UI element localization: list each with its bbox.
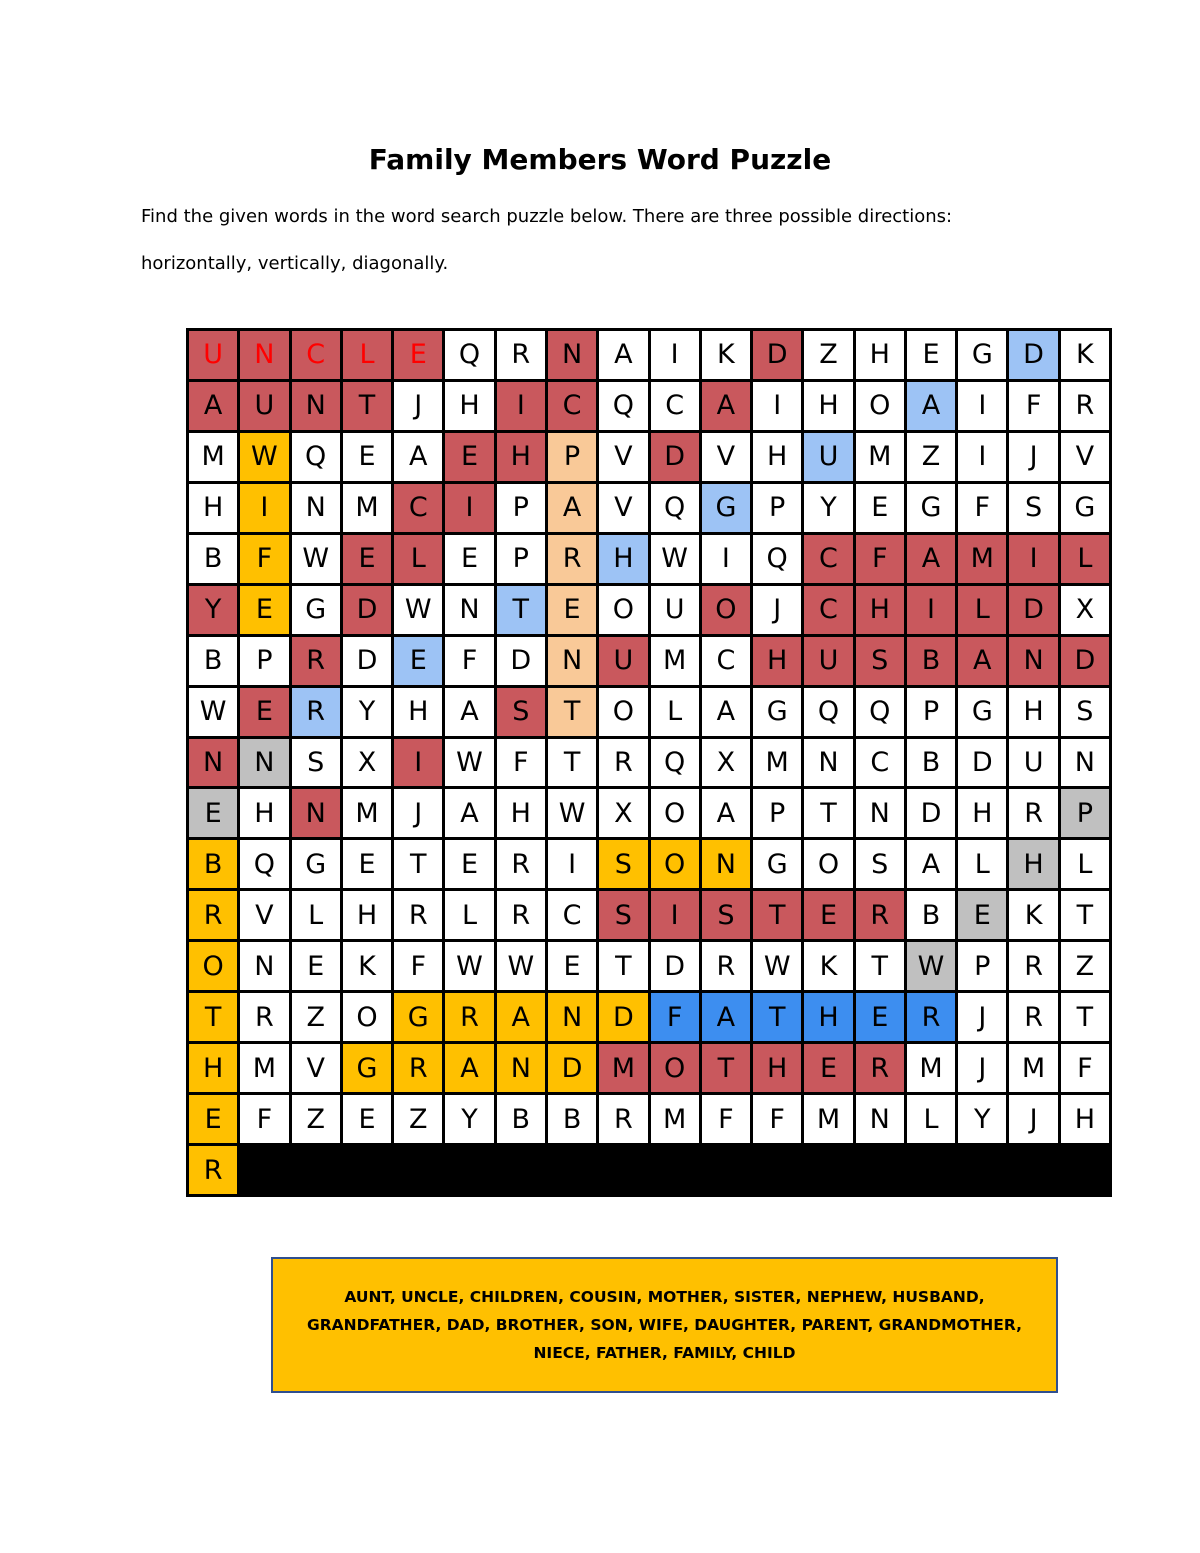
word-search-grid — [186, 328, 1112, 1197]
grid-cell: S — [599, 891, 647, 939]
grid-cell: R — [856, 1044, 904, 1092]
grid-cell: Y — [189, 586, 237, 634]
grid-cell: Q — [292, 433, 340, 481]
grid-cell: E — [343, 535, 391, 583]
grid-cell: V — [1061, 433, 1109, 481]
grid-cell: E — [804, 1044, 852, 1092]
grid-cell: C — [702, 637, 750, 685]
grid-cell: H — [804, 382, 852, 430]
grid-cell: L — [394, 535, 442, 583]
grid-cell: R — [599, 1095, 647, 1143]
grid-cell: S — [702, 891, 750, 939]
word-bank — [271, 1257, 1058, 1393]
grid-cell: H — [1009, 688, 1057, 736]
grid-cell: O — [651, 840, 699, 888]
page-title: Family Members Word Puzzle — [368, 143, 832, 176]
grid-cell: B — [907, 739, 955, 787]
grid-cell: N — [189, 739, 237, 787]
grid-cell: S — [497, 688, 545, 736]
grid-cell: W — [651, 535, 699, 583]
grid-cell: U — [189, 331, 237, 379]
grid-cell: C — [548, 891, 596, 939]
grid-cell: F — [445, 637, 493, 685]
grid-cell: D — [599, 993, 647, 1041]
grid-cell: G — [394, 993, 442, 1041]
grid-cell: Z — [1061, 942, 1109, 990]
grid-cell: T — [599, 942, 647, 990]
grid-cell: N — [856, 789, 904, 837]
grid-cell: H — [856, 331, 904, 379]
grid-cell: D — [958, 739, 1006, 787]
grid-cell: X — [343, 739, 391, 787]
grid-cell: N — [292, 789, 340, 837]
grid-cell: J — [1009, 433, 1057, 481]
grid-cell: L — [343, 331, 391, 379]
grid-cell: K — [1061, 331, 1109, 379]
grid-cell: I — [958, 433, 1006, 481]
grid-cell: W — [753, 942, 801, 990]
grid-cell: E — [445, 535, 493, 583]
grid-cell: J — [394, 789, 442, 837]
grid-cell: U — [804, 433, 852, 481]
grid-cell: D — [651, 433, 699, 481]
grid-cell: S — [856, 840, 904, 888]
grid-cell: H — [753, 433, 801, 481]
grid-cell: G — [753, 688, 801, 736]
grid-cell: A — [445, 789, 493, 837]
grid-cell: N — [804, 739, 852, 787]
grid-cell: J — [958, 993, 1006, 1041]
grid-cell: Q — [651, 484, 699, 532]
grid-cell: M — [651, 1095, 699, 1143]
grid-cell: M — [343, 484, 391, 532]
grid-cell: R — [497, 891, 545, 939]
grid-cell: O — [651, 789, 699, 837]
grid-cell: Q — [856, 688, 904, 736]
grid-cell: R — [907, 993, 955, 1041]
grid-cell: W — [497, 942, 545, 990]
grid-cell: N — [292, 382, 340, 430]
grid-cell: H — [497, 789, 545, 837]
grid-cell: M — [1009, 1044, 1057, 1092]
grid-cell: N — [856, 1095, 904, 1143]
grid-cell: D — [907, 789, 955, 837]
grid-cell: O — [856, 382, 904, 430]
grid-cell: E — [292, 942, 340, 990]
grid-cell: X — [599, 789, 647, 837]
grid-cell: F — [1061, 1044, 1109, 1092]
grid-cell: P — [958, 942, 1006, 990]
grid-cell: A — [702, 789, 750, 837]
grid-cell: E — [343, 1095, 391, 1143]
grid-cell: S — [856, 637, 904, 685]
grid-cell: M — [958, 535, 1006, 583]
grid-cell: N — [445, 586, 493, 634]
grid-cell: N — [1009, 637, 1057, 685]
grid-cell: K — [702, 331, 750, 379]
grid-cell: W — [907, 942, 955, 990]
grid-cell: T — [548, 739, 596, 787]
grid-cell: F — [856, 535, 904, 583]
grid-cell: W — [394, 586, 442, 634]
grid-cell: R — [1009, 789, 1057, 837]
grid-cell: T — [753, 891, 801, 939]
grid-cell: W — [548, 789, 596, 837]
grid-cell: A — [548, 484, 596, 532]
grid-cell: Q — [804, 688, 852, 736]
grid-cell: D — [651, 942, 699, 990]
grid-cell: P — [548, 433, 596, 481]
grid-cell: W — [189, 688, 237, 736]
grid-cell: M — [856, 433, 904, 481]
grid-cell: B — [548, 1095, 596, 1143]
grid-cell: N — [702, 840, 750, 888]
grid-cell: R — [394, 1044, 442, 1092]
grid-cell: F — [702, 1095, 750, 1143]
grid-cell: C — [804, 535, 852, 583]
grid-cell: C — [292, 331, 340, 379]
grid-cell: S — [1061, 688, 1109, 736]
grid-cell: E — [856, 484, 904, 532]
grid-cell: R — [856, 891, 904, 939]
grid-cell: E — [343, 433, 391, 481]
grid-cell: H — [497, 433, 545, 481]
grid-cell: P — [907, 688, 955, 736]
grid-cell: Q — [651, 739, 699, 787]
grid-cell: T — [343, 382, 391, 430]
grid-cell: E — [445, 433, 493, 481]
grid-cell: O — [343, 993, 391, 1041]
grid-cell: A — [702, 382, 750, 430]
grid-cell: G — [958, 331, 1006, 379]
grid-cell: M — [343, 789, 391, 837]
grid-cell: G — [958, 688, 1006, 736]
grid-cell: O — [804, 840, 852, 888]
grid-cell: F — [958, 484, 1006, 532]
grid-cell: D — [1061, 637, 1109, 685]
grid-cell: O — [599, 586, 647, 634]
grid-cell: H — [445, 382, 493, 430]
grid-cell: I — [497, 382, 545, 430]
grid-cell: A — [599, 331, 647, 379]
grid-cell: R — [394, 891, 442, 939]
grid-cell: I — [753, 382, 801, 430]
grid-cell: X — [1061, 586, 1109, 634]
grid-cell: C — [651, 382, 699, 430]
grid-cell: P — [497, 484, 545, 532]
grid-cell: M — [753, 739, 801, 787]
grid-cell: T — [1061, 993, 1109, 1041]
grid-cell: N — [240, 739, 288, 787]
grid-cell: O — [651, 1044, 699, 1092]
grid-cell: A — [497, 993, 545, 1041]
grid-cell: T — [702, 1044, 750, 1092]
grid-cell: E — [907, 331, 955, 379]
word-bank-text: AUNT, UNCLE, CHILDREN, COUSIN, MOTHER, SISTER, NEPHEW, HUSBAND, GRANDFATHER, DAD, BROTHER, SON, WIFE, DAUGHTER, PARENT, GRANDMOTHER, NIECE, FATHER, FAMILY, CHILD — [307, 1288, 1022, 1362]
grid-cell: F — [753, 1095, 801, 1143]
grid-cell: D — [1009, 331, 1057, 379]
grid-cell: G — [907, 484, 955, 532]
grid-cell: Z — [907, 433, 955, 481]
grid-cell: I — [958, 382, 1006, 430]
grid-cell: A — [702, 993, 750, 1041]
grid-cell: R — [1009, 993, 1057, 1041]
grid-cell: A — [907, 382, 955, 430]
grid-cell: I — [651, 891, 699, 939]
grid-cell: M — [599, 1044, 647, 1092]
grid-cell: G — [292, 840, 340, 888]
grid-cell: Y — [343, 688, 391, 736]
grid-cell: Y — [804, 484, 852, 532]
grid-cell: B — [497, 1095, 545, 1143]
grid-cell: P — [1061, 789, 1109, 837]
grid-cell: K — [343, 942, 391, 990]
grid-cell: T — [394, 840, 442, 888]
grid-cell: E — [343, 840, 391, 888]
grid-cell: H — [240, 789, 288, 837]
grid-cell: G — [1061, 484, 1109, 532]
grid-cell: K — [804, 942, 852, 990]
grid-cell: I — [1009, 535, 1057, 583]
grid-cell: H — [753, 1044, 801, 1092]
instructions-line-1: Find the given words in the word search puzzle below. There are three possible directions: — [141, 206, 953, 227]
grid-cell: Z — [292, 993, 340, 1041]
grid-cell: N — [548, 637, 596, 685]
grid-cell: J — [394, 382, 442, 430]
grid-cell: I — [651, 331, 699, 379]
grid-cell: L — [958, 840, 1006, 888]
grid-cell: R — [497, 331, 545, 379]
grid-cell: Y — [445, 1095, 493, 1143]
grid-cell: E — [240, 688, 288, 736]
grid-cell: M — [240, 1044, 288, 1092]
grid-cell: V — [599, 484, 647, 532]
grid-cell: D — [753, 331, 801, 379]
grid-cell: W — [445, 942, 493, 990]
grid-cell: P — [240, 637, 288, 685]
grid-cell: E — [394, 637, 442, 685]
grid-cell: A — [445, 688, 493, 736]
grid-cell: I — [240, 484, 288, 532]
grid-cell: X — [702, 739, 750, 787]
grid-cell: F — [497, 739, 545, 787]
grid-cell: W — [240, 433, 288, 481]
grid-cell: H — [1061, 1095, 1109, 1143]
grid-cell: R — [292, 688, 340, 736]
grid-cell: T — [753, 993, 801, 1041]
grid-cell: A — [907, 840, 955, 888]
grid-cell: A — [189, 382, 237, 430]
grid-cell: T — [189, 993, 237, 1041]
grid-cell: E — [958, 891, 1006, 939]
grid-cell: S — [292, 739, 340, 787]
grid-cell: R — [702, 942, 750, 990]
grid-cell: A — [445, 1044, 493, 1092]
grid-cell: O — [702, 586, 750, 634]
grid-cell: F — [240, 535, 288, 583]
grid-cell: H — [958, 789, 1006, 837]
grid-cell: N — [240, 331, 288, 379]
grid-cell: H — [804, 993, 852, 1041]
grid-cell: C — [394, 484, 442, 532]
grid-cell: M — [804, 1095, 852, 1143]
grid-cell: M — [189, 433, 237, 481]
grid-cell: R — [599, 739, 647, 787]
grid-cell: U — [804, 637, 852, 685]
grid-cell: F — [1009, 382, 1057, 430]
grid-cell: R — [189, 1146, 237, 1194]
grid-cell: E — [445, 840, 493, 888]
grid-cell: V — [599, 433, 647, 481]
grid-cell: W — [445, 739, 493, 787]
grid-cell: M — [907, 1044, 955, 1092]
grid-cell: Z — [394, 1095, 442, 1143]
grid-cell: R — [1061, 382, 1109, 430]
grid-cell: C — [548, 382, 596, 430]
grid-cell: Q — [240, 840, 288, 888]
grid-cell: J — [753, 586, 801, 634]
grid-cell: U — [1009, 739, 1057, 787]
grid-cell: Z — [804, 331, 852, 379]
grid-cell: W — [292, 535, 340, 583]
grid-cell: D — [343, 586, 391, 634]
grid-cell: R — [445, 993, 493, 1041]
grid-cell: D — [343, 637, 391, 685]
grid-cell: M — [651, 637, 699, 685]
grid-cell: T — [804, 789, 852, 837]
grid-cell: E — [856, 993, 904, 1041]
grid-cell: A — [702, 688, 750, 736]
grid-cell: N — [497, 1044, 545, 1092]
grid-cell: T — [497, 586, 545, 634]
grid-cell: O — [189, 942, 237, 990]
grid-cell: E — [189, 1095, 237, 1143]
grid-cell: H — [1009, 840, 1057, 888]
grid-cell: R — [497, 840, 545, 888]
grid-cell: U — [599, 637, 647, 685]
grid-cell: P — [497, 535, 545, 583]
grid-cell: S — [599, 840, 647, 888]
grid-cell: N — [548, 993, 596, 1041]
grid-cell: H — [189, 1044, 237, 1092]
grid-cell: T — [1061, 891, 1109, 939]
grid-cell: E — [548, 942, 596, 990]
grid-cell: U — [240, 382, 288, 430]
grid-cell: L — [651, 688, 699, 736]
grid-cell: P — [753, 789, 801, 837]
grid-cell: Q — [445, 331, 493, 379]
grid-cell: G — [343, 1044, 391, 1092]
grid-cell: B — [189, 840, 237, 888]
grid-cell: T — [856, 942, 904, 990]
grid-cell: N — [1061, 739, 1109, 787]
grid-cell: L — [1061, 535, 1109, 583]
grid-cell: O — [599, 688, 647, 736]
grid-cell: R — [292, 637, 340, 685]
grid-cell: L — [292, 891, 340, 939]
grid-cell: Q — [599, 382, 647, 430]
grid-cell: F — [394, 942, 442, 990]
grid-cell: G — [702, 484, 750, 532]
grid-cell: E — [240, 586, 288, 634]
grid-cell: N — [292, 484, 340, 532]
grid-cell: F — [240, 1095, 288, 1143]
grid-cell: V — [702, 433, 750, 481]
grid-cell: A — [958, 637, 1006, 685]
grid-cell: E — [804, 891, 852, 939]
grid-cell: L — [1061, 840, 1109, 888]
grid-cell: B — [907, 891, 955, 939]
grid-cell: N — [240, 942, 288, 990]
grid-cell: H — [343, 891, 391, 939]
grid-cell: H — [189, 484, 237, 532]
grid-cell: E — [189, 789, 237, 837]
grid-cell: H — [856, 586, 904, 634]
grid-cell: G — [753, 840, 801, 888]
grid-cell: Q — [753, 535, 801, 583]
grid-cell: I — [394, 739, 442, 787]
grid-cell: R — [240, 993, 288, 1041]
grid-cell: S — [1009, 484, 1057, 532]
grid-cell: R — [1009, 942, 1057, 990]
grid-cell: A — [394, 433, 442, 481]
grid-cell: D — [1009, 586, 1057, 634]
grid-cell: D — [497, 637, 545, 685]
grid-cell: L — [958, 586, 1006, 634]
grid-cell: R — [189, 891, 237, 939]
grid-cell: V — [240, 891, 288, 939]
grid-cell: I — [445, 484, 493, 532]
grid-cell: V — [292, 1044, 340, 1092]
grid-cell: C — [804, 586, 852, 634]
grid-cell: Z — [292, 1095, 340, 1143]
grid-cell: B — [189, 637, 237, 685]
grid-cell: A — [907, 535, 955, 583]
grid-cell: R — [548, 535, 596, 583]
grid-cell: E — [394, 331, 442, 379]
grid-cell: B — [189, 535, 237, 583]
grid-cell: I — [548, 840, 596, 888]
grid-cell: K — [1009, 891, 1057, 939]
grid-cell: B — [907, 637, 955, 685]
grid-cell: H — [599, 535, 647, 583]
grid-cell: J — [958, 1044, 1006, 1092]
grid-cell: I — [702, 535, 750, 583]
grid-cell: F — [651, 993, 699, 1041]
grid-cell: E — [548, 586, 596, 634]
grid-cell: D — [548, 1044, 596, 1092]
grid-cell: N — [548, 331, 596, 379]
grid-cell: L — [445, 891, 493, 939]
grid-cell: Y — [958, 1095, 1006, 1143]
grid-cell: P — [753, 484, 801, 532]
grid-cell: I — [907, 586, 955, 634]
grid-cell: G — [292, 586, 340, 634]
grid-cell: T — [548, 688, 596, 736]
grid-cell: L — [907, 1095, 955, 1143]
grid-cell: J — [1009, 1095, 1057, 1143]
grid-cell: U — [651, 586, 699, 634]
grid-cell: H — [753, 637, 801, 685]
grid-cell: C — [856, 739, 904, 787]
instructions-line-2: horizontally, vertically, diagonally. — [141, 253, 449, 274]
grid-cell: H — [394, 688, 442, 736]
